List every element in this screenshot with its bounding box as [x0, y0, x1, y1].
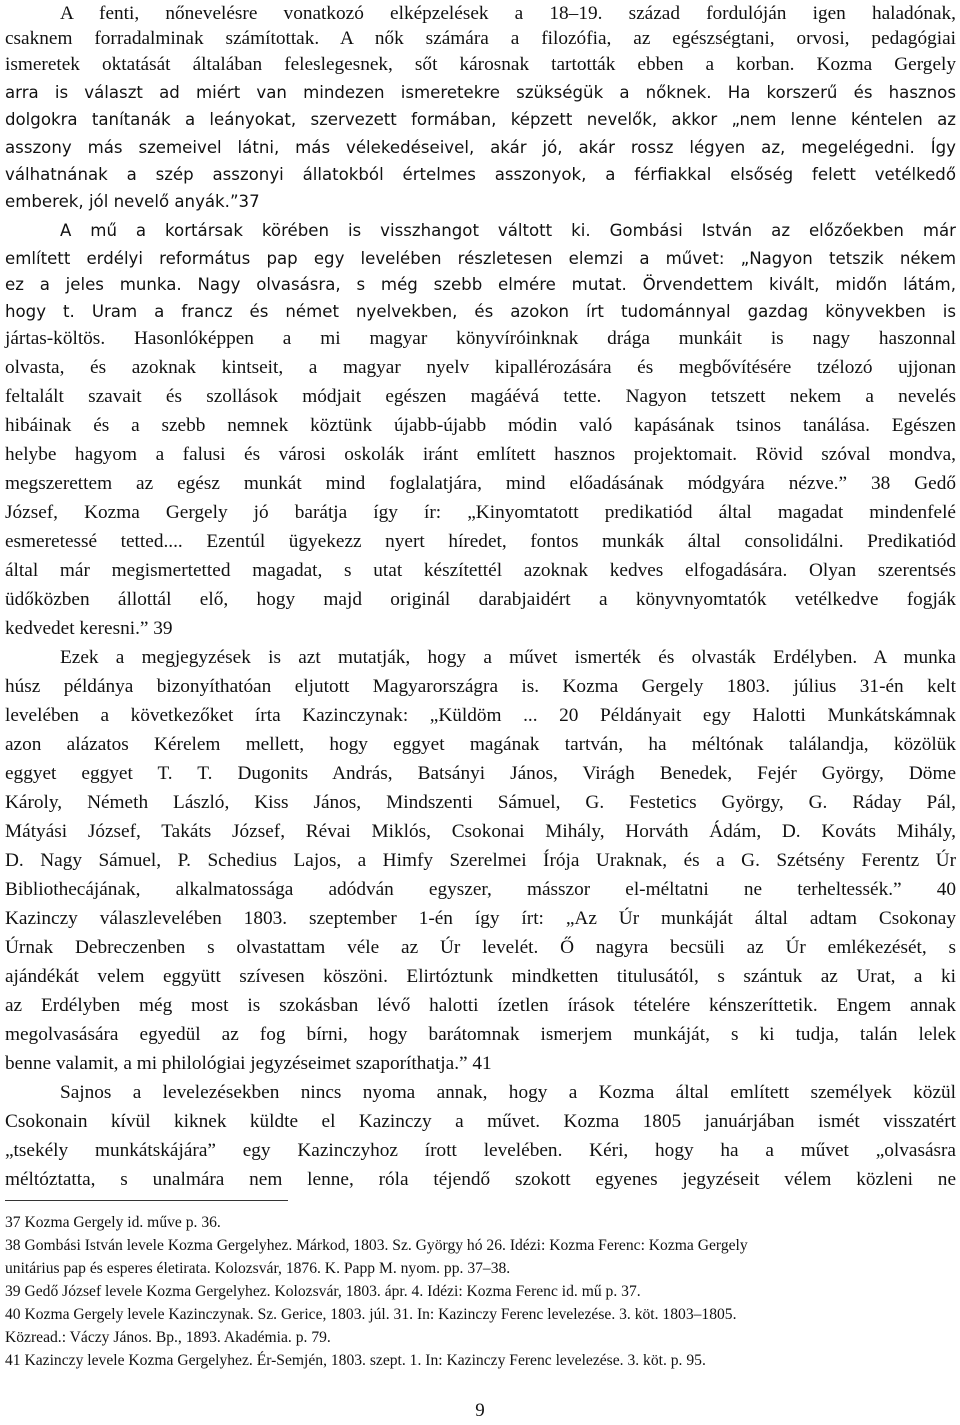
- text-line: feltalált szavait és szollások módjait egészen magáévá tette. Nagyon tetszett nekem a nevelés: [5, 386, 956, 407]
- text-line: azon alázatos Kérelem mellett, hogy eggyet magának tartván, ha méltónak találandja, közölük: [5, 734, 956, 755]
- text-line: Bibliothecájának, alkalmatossága adódván egyszer, másszor el-méltatni ne terheltessék.” 40: [5, 879, 956, 900]
- text-line: ajándékát velem eggyütt szívesen köszöni. Elirtóztunk mindketten titulusától, s szántuk az Urat, a ki: [5, 966, 956, 987]
- text-line: kedvedet keresni.” 39: [5, 618, 173, 639]
- footnote: 39 Gedő József levele Kozma Gergelyhez. Kolozsvár, 1803. ápr. 4. Idézi: Kozma Ferenc id. mű p. 37.: [5, 1283, 641, 1300]
- text-line: olvasta, és azoknak kintseit, a magyar nyelv kipallérozására és megbővítésére tzélozó ujjonan: [5, 357, 956, 378]
- text-line: ez a jeles munka. Nagy olvasásra, s még szebb elmére mutat. Örvendettem kivált, midőn látám,: [5, 275, 956, 294]
- text-line: ismeretek oktatását általában feleslegesnek, sőt károsnak tartották ebben a korban. Kozma Gergely: [5, 54, 956, 75]
- text-line: megolvasására egyedül az fog bírni, hogy barátomnak ismerjem munkáját, s ki tudja, talán lelek: [5, 1024, 956, 1045]
- text-line: Sajnos a levelezésekben nincs nyoma annak, hogy a Kozma által említett személyek közül: [60, 1082, 956, 1103]
- text-line: A mű a kortársak körében is visszhangot váltott ki. Gombási István az előzőekben már: [60, 221, 956, 240]
- footnote-separator: [5, 1200, 288, 1201]
- text-line: megszerettem az egész munkát mind foglalatjára, mind előadásának módgyára nézve.” 38 Gedő: [5, 473, 956, 494]
- text-line: csaknem forradalminak számítottak. A nők számára a filozófia, az egészségtani, orvosi, pedagógiai: [5, 28, 956, 49]
- footnote: 37 Kozma Gergely id. műve p. 36.: [5, 1214, 221, 1231]
- text-line: méltóztatta, s unalmára nem lenne, róla téjendő szokott egyenes jegyzéseit vélem közleni ne: [5, 1169, 956, 1190]
- text-line: Kazinczy válaszlevelében 1803. szeptember 1-én így írt: „Az Úr munkáját által adtam Csokonay: [5, 908, 956, 929]
- text-line: üdőközben állottál elő, hogy majd originál darabjaidért a könyvnyomtatók vetélkedve fogják: [5, 589, 956, 610]
- text-line: Mátyási József, Takáts József, Révai Miklós, Csokonai Mihály, Horváth Ádám, D. Kováts Mihály,: [5, 821, 956, 842]
- text-line: esmeretessé tetted.... Ezentúl ügyekezz nyert híredet, fontos munkák által consolidálni. Predikatiód: [5, 531, 956, 552]
- text-line: „tsekély munkátskájára” egy Kazinczyhoz írott levelében. Kéri, hogy ha a művet „olvasásra: [5, 1140, 956, 1161]
- text-line: Károly, Németh László, Kiss János, Mindszenti Sámuel, G. Festetics György, G. Ráday Pál,: [5, 792, 956, 813]
- text-line: az Erdélyben még most is szokásban lévő halotti ízetlen írások tételére kénszeríttetik. Engem annak: [5, 995, 956, 1016]
- footnote: 41 Kazinczy levele Kozma Gergelyhez. Ér-Semjén, 1803. szept. 1. In: Kazinczy Ferenc levelezése. 3. köt. p. 95.: [5, 1352, 706, 1369]
- text-line: A fenti, nőnevelésre vonatkozó elképzelések a 18–19. század fordulóján igen haladónak,: [60, 3, 956, 24]
- text-line: Úrnak Debreczenben s olvastattam véle az Úr levelét. Ő nagyra becsüli az Úr emlékezését, s: [5, 937, 956, 958]
- text-line: József, Kozma Gergely jó barátja így ír: „Kinyomtatott predikatiód által magadat mindenfelé: [5, 502, 956, 523]
- footnote: unitárius pap és esperes életirata. Kolozsvár, 1876. K. Papp M. nyom. pp. 37–38.: [5, 1260, 511, 1277]
- footnote: 40 Kozma Gergely levele Kazinczynak. Sz. Gerice, 1803. júl. 31. In: Kazinczy Ferenc levelezése. 3. köt. 1803–1805.: [5, 1306, 737, 1323]
- text-line: húsz példánya bizonyíthatóan eljutott Magyarországra is. Kozma Gergely 1803. július 31-én kelt: [5, 676, 956, 697]
- page-number: 9: [475, 1400, 485, 1421]
- text-line: dolgokra tanítanák a leányokat, szervezett formában, képzett nevelők, akkor „nem lenne kéntelen az: [5, 110, 956, 129]
- text-line: D. Nagy Sámuel, P. Schedius Lajos, a Himfy Szerelmei Írója Uraknak, és a G. Szétsény Ferentz Úr: [5, 850, 956, 871]
- footnote: 38 Gombási István levele Kozma Gergelyhez. Márkod, 1803. Sz. György hó 26. Idézi: Kozma Ferenc: Kozma Gergely: [5, 1237, 748, 1254]
- text-line: benne valamit, a mi philológiai jegyzéseimet szaporíthatja.” 41: [5, 1053, 492, 1074]
- text-line: hibáinak és a szebb nemnek köztünk újabb-újabb módin való kapásának tsinos tanálása. Egészen: [5, 415, 956, 436]
- text-line: által már megismertetted magadat, s utat készítettél azoknak kedves elfogadására. Olyan szerentsés: [5, 560, 956, 581]
- text-line: emberek, jól nevelő anyák.”37: [5, 192, 260, 211]
- text-line: asszony más szemeivel látni, más vélekedéseivel, akár jó, akár rossz légyen az, megelégedni. Így: [5, 138, 956, 157]
- text-line: levelében a következőket írta Kazinczynak: „Küldöm ... 20 Példányait egy Halotti Munkátskámnak: [5, 705, 956, 726]
- text-line: Ezek a megjegyzések is azt mutatják, hogy a művet ismerték és olvasták Erdélyben. A munka: [60, 647, 956, 668]
- text-line: Csokonain kívül kiknek küldte el Kazinczy a művet. Kozma 1805 januárjában ismét visszatért: [5, 1111, 956, 1132]
- footnote: Közread.: Váczy János. Bp., 1893. Akadémia. p. 79.: [5, 1329, 331, 1346]
- text-line: arra is választ ad miért van mindezen ismeretekre szükségük a nőknek. Ha korszerű és hasznos: [5, 83, 956, 102]
- text-line: említett erdélyi református pap egy levelében részletesen elemzi a művet: „Nagyon tetszik nékem: [5, 249, 956, 268]
- text-line: helybe hagyom a falusi és városi oskolák iránt említett hasznos projektomait. Rövid szóval mondva,: [5, 444, 956, 465]
- text-line: válhatnának a szép asszonyi állatokból értelmes asszonyok, a férfiakkal elsőség felett vetélkedő: [5, 165, 956, 184]
- text-line: jártas-költös. Hasonlóképpen a mi magyar könyvíróinknak drága munkáit is nagy haszonnal: [5, 328, 956, 349]
- text-line: eggyet eggyet T. T. Dugonits András, Batsányi János, Virágh Benedek, Fejér György, Döme: [5, 763, 956, 784]
- text-line: hogy t. Uram a francz és német nyelvekben, és azokon írt tudománnyal gazdag könyvekben is: [5, 302, 956, 321]
